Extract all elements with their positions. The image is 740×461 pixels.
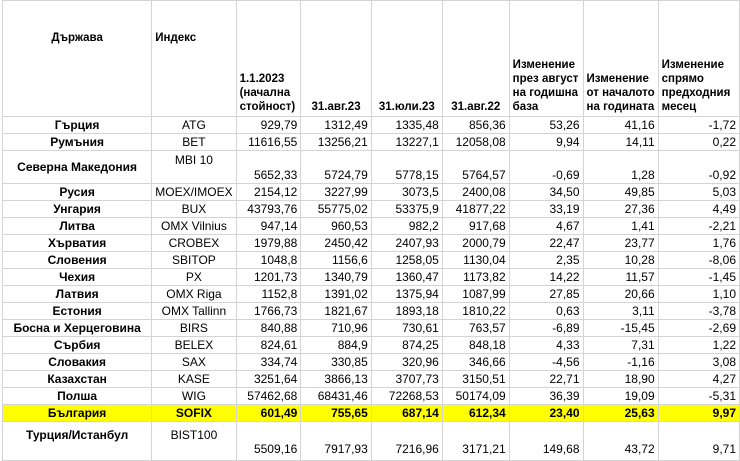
aug22-cell: 346,66	[442, 354, 509, 371]
change-month-cell: 4,27	[658, 371, 739, 388]
change-year-cell: 14,22	[509, 269, 583, 286]
header-country: Държава	[3, 1, 152, 117]
aug23-cell: 755,65	[301, 405, 371, 422]
header-change-ytd-line: от началото	[586, 87, 655, 99]
country-cell: Словения	[3, 252, 152, 269]
country-cell: Словакия	[3, 354, 152, 371]
aug22-cell: 2000,79	[442, 235, 509, 252]
aug22-cell: 763,57	[442, 320, 509, 337]
index-cell: BET	[152, 134, 236, 151]
start-value-cell: 929,79	[236, 117, 301, 134]
aug23-cell: 1340,79	[301, 269, 371, 286]
header-change-year-line: Изменение	[512, 59, 576, 71]
header-start-value	[236, 1, 301, 117]
header-jul23: 31.юли.23	[371, 1, 442, 117]
table-row	[3, 151, 740, 184]
aug22-cell: 1173,82	[442, 269, 509, 286]
aug22-cell: 2400,08	[442, 184, 509, 201]
aug22-cell: 50174,09	[442, 388, 509, 405]
jul23-cell: 1360,47	[371, 269, 442, 286]
change-ytd-cell: 1,28	[583, 151, 658, 184]
change-ytd-cell: 23,77	[583, 235, 658, 252]
change-ytd-cell: 18,90	[583, 371, 658, 388]
change-month-cell: 9,71	[658, 422, 739, 461]
aug23-cell: 55775,02	[301, 201, 371, 218]
country-cell: Полша	[3, 388, 152, 405]
aug23-cell: 5724,79	[301, 151, 371, 184]
change-year-cell: 53,26	[509, 117, 583, 134]
start-value-cell: 1766,73	[236, 303, 301, 320]
change-ytd-cell: 7,31	[583, 337, 658, 354]
change-year-cell: 27,85	[509, 286, 583, 303]
aug23-cell: 68431,46	[301, 388, 371, 405]
aug23-cell: 1312,49	[301, 117, 371, 134]
change-year-cell: 36,39	[509, 388, 583, 405]
aug23-cell: 330,85	[301, 354, 371, 371]
aug23-cell: 1821,67	[301, 303, 371, 320]
start-value-cell: 601,49	[236, 405, 301, 422]
index-cell: MOEX/IMOEX	[152, 184, 236, 201]
aug22-cell: 848,18	[442, 337, 509, 354]
country-cell: Босна и Херцеговина	[3, 320, 152, 337]
aug23-cell: 7917,93	[301, 422, 371, 461]
table-body	[3, 117, 740, 461]
table-row	[3, 320, 740, 337]
jul23-cell: 320,96	[371, 354, 442, 371]
country-cell: Турция/Истанбул	[3, 422, 152, 461]
country-cell: Северна Македония	[3, 151, 152, 184]
start-value-cell: 824,61	[236, 337, 301, 354]
change-month-cell: 4,49	[658, 201, 739, 218]
change-month-cell: -5,31	[658, 388, 739, 405]
table-row	[3, 218, 740, 235]
jul23-cell: 13227,1	[371, 134, 442, 151]
aug23-cell: 3866,13	[301, 371, 371, 388]
change-month-cell: -0,92	[658, 151, 739, 184]
change-month-cell: 0,22	[658, 134, 739, 151]
aug22-cell: 856,36	[442, 117, 509, 134]
change-ytd-cell: 20,66	[583, 286, 658, 303]
start-value-cell: 1152,8	[236, 286, 301, 303]
jul23-cell: 7216,96	[371, 422, 442, 461]
aug23-cell: 960,53	[301, 218, 371, 235]
change-month-cell: 1,10	[658, 286, 739, 303]
change-ytd-cell: -1,16	[583, 354, 658, 371]
aug22-cell: 3171,21	[442, 422, 509, 461]
header-change-month-line: Изменение	[661, 59, 724, 71]
table-row	[3, 286, 740, 303]
change-year-cell: 4,67	[509, 218, 583, 235]
aug22-cell: 5764,57	[442, 151, 509, 184]
change-month-cell: 1,22	[658, 337, 739, 354]
header-change-month-line: спрямо	[661, 73, 704, 85]
index-cell: OMX Riga	[152, 286, 236, 303]
change-year-cell: -6,89	[509, 320, 583, 337]
change-year-cell: 33,19	[509, 201, 583, 218]
start-value-cell: 1201,73	[236, 269, 301, 286]
index-cell: OMX Tallinn	[152, 303, 236, 320]
start-value-cell: 43793,76	[236, 201, 301, 218]
change-year-cell: 9,94	[509, 134, 583, 151]
aug22-cell: 1810,22	[442, 303, 509, 320]
change-year-cell: -0,69	[509, 151, 583, 184]
aug23-cell: 1391,02	[301, 286, 371, 303]
aug23-cell: 1156,6	[301, 252, 371, 269]
table-row	[3, 235, 740, 252]
index-cell: ATG	[152, 117, 236, 134]
change-year-cell: 23,40	[509, 405, 583, 422]
header-change-ytd-line: на годината	[586, 101, 655, 113]
table-row	[3, 337, 740, 354]
country-cell: Литва	[3, 218, 152, 235]
table-row	[3, 184, 740, 201]
country-cell: Хърватия	[3, 235, 152, 252]
header-change-year	[509, 1, 583, 117]
jul23-cell: 1375,94	[371, 286, 442, 303]
header-change-year-line: на годишна	[512, 87, 579, 99]
aug22-cell: 917,68	[442, 218, 509, 235]
start-value-cell: 3251,64	[236, 371, 301, 388]
header-start-line: (начална	[239, 87, 291, 99]
country-cell: Казахстан	[3, 371, 152, 388]
index-cell: KASE	[152, 371, 236, 388]
change-month-cell: -1,45	[658, 269, 739, 286]
index-cell: BELEX	[152, 337, 236, 354]
change-ytd-cell: 19,09	[583, 388, 658, 405]
change-ytd-cell: 27,36	[583, 201, 658, 218]
change-year-cell: 22,47	[509, 235, 583, 252]
jul23-cell: 53375,9	[371, 201, 442, 218]
change-ytd-cell: 41,16	[583, 117, 658, 134]
index-cell: BIRS	[152, 320, 236, 337]
jul23-cell: 1258,05	[371, 252, 442, 269]
table-row	[3, 201, 740, 218]
start-value-cell: 947,14	[236, 218, 301, 235]
aug22-cell: 3150,51	[442, 371, 509, 388]
change-year-cell: -4,56	[509, 354, 583, 371]
index-cell: PX	[152, 269, 236, 286]
index-cell: SAX	[152, 354, 236, 371]
table-row	[3, 371, 740, 388]
jul23-cell: 1893,18	[371, 303, 442, 320]
jul23-cell: 2407,93	[371, 235, 442, 252]
aug22-cell: 612,34	[442, 405, 509, 422]
country-cell: Чехия	[3, 269, 152, 286]
country-cell: Русия	[3, 184, 152, 201]
country-cell: Унгария	[3, 201, 152, 218]
jul23-cell: 982,2	[371, 218, 442, 235]
country-cell: Румъния	[3, 134, 152, 151]
change-month-cell: 9,97	[658, 405, 739, 422]
table-row	[3, 388, 740, 405]
index-cell: WIG	[152, 388, 236, 405]
index-cell: BUX	[152, 201, 236, 218]
change-month-cell: -2,21	[658, 218, 739, 235]
start-value-cell: 5652,33	[236, 151, 301, 184]
country-cell: Латвия	[3, 286, 152, 303]
aug22-cell: 1087,99	[442, 286, 509, 303]
start-value-cell: 334,74	[236, 354, 301, 371]
change-month-cell: 5,03	[658, 184, 739, 201]
change-month-cell: 1,76	[658, 235, 739, 252]
header-row	[3, 1, 740, 117]
jul23-cell: 3073,5	[371, 184, 442, 201]
table-row	[3, 269, 740, 286]
jul23-cell: 3707,73	[371, 371, 442, 388]
country-cell: Естония	[3, 303, 152, 320]
change-month-cell: -2,69	[658, 320, 739, 337]
jul23-cell: 730,61	[371, 320, 442, 337]
index-cell: MBI 10	[152, 151, 236, 184]
start-value-cell: 2154,12	[236, 184, 301, 201]
aug22-cell: 12058,08	[442, 134, 509, 151]
change-ytd-cell: 25,63	[583, 405, 658, 422]
aug23-cell: 884,9	[301, 337, 371, 354]
table-row	[3, 303, 740, 320]
change-ytd-cell: -15,45	[583, 320, 658, 337]
change-year-cell: 0,63	[509, 303, 583, 320]
index-cell: CROBEX	[152, 235, 236, 252]
aug23-cell: 2450,42	[301, 235, 371, 252]
index-cell: SOFIX	[152, 405, 236, 422]
change-ytd-cell: 1,41	[583, 218, 658, 235]
jul23-cell: 5778,15	[371, 151, 442, 184]
change-month-cell: -8,06	[658, 252, 739, 269]
country-cell: Гърция	[3, 117, 152, 134]
jul23-cell: 1335,48	[371, 117, 442, 134]
table-row	[3, 405, 740, 422]
change-year-cell: 4,33	[509, 337, 583, 354]
aug22-cell: 41877,22	[442, 201, 509, 218]
change-ytd-cell: 43,72	[583, 422, 658, 461]
change-month-cell: -3,78	[658, 303, 739, 320]
change-ytd-cell: 10,28	[583, 252, 658, 269]
index-cell: OMX Vilnius	[152, 218, 236, 235]
change-ytd-cell: 14,11	[583, 134, 658, 151]
header-start-line: стойност)	[239, 101, 296, 113]
change-year-cell: 22,71	[509, 371, 583, 388]
start-value-cell: 1979,88	[236, 235, 301, 252]
header-aug22: 31.авг.22	[442, 1, 509, 117]
change-ytd-cell: 11,57	[583, 269, 658, 286]
table-row	[3, 117, 740, 134]
change-year-cell: 149,68	[509, 422, 583, 461]
table-row	[3, 354, 740, 371]
jul23-cell: 72268,53	[371, 388, 442, 405]
header-change-ytd-line: Изменение	[586, 73, 649, 85]
header-change-month-line: месец	[661, 101, 697, 113]
change-ytd-cell: 3,11	[583, 303, 658, 320]
header-change-month-line: предходния	[661, 87, 731, 99]
header-change-month	[658, 1, 739, 117]
aug23-cell: 710,96	[301, 320, 371, 337]
jul23-cell: 687,14	[371, 405, 442, 422]
change-year-cell: 2,35	[509, 252, 583, 269]
table-row	[3, 134, 740, 151]
header-aug23: 31.авг.23	[301, 1, 371, 117]
aug23-cell: 13256,21	[301, 134, 371, 151]
start-value-cell: 11616,55	[236, 134, 301, 151]
jul23-cell: 874,25	[371, 337, 442, 354]
aug23-cell: 3227,99	[301, 184, 371, 201]
start-value-cell: 840,88	[236, 320, 301, 337]
header-change-year-line: през август	[512, 73, 579, 85]
header-start-line: 1.1.2023	[239, 73, 285, 85]
header-change-year-line: база	[512, 101, 539, 113]
change-month-cell: 3,08	[658, 354, 739, 371]
stock-index-table	[2, 0, 740, 461]
start-value-cell: 57462,68	[236, 388, 301, 405]
index-cell: BIST100	[152, 422, 236, 461]
country-cell: Сърбия	[3, 337, 152, 354]
start-value-cell: 1048,8	[236, 252, 301, 269]
country-cell: България	[3, 405, 152, 422]
table-row	[3, 422, 740, 461]
header-change-ytd	[583, 1, 658, 117]
aug22-cell: 1130,04	[442, 252, 509, 269]
start-value-cell: 5509,16	[236, 422, 301, 461]
index-cell: SBITOP	[152, 252, 236, 269]
header-index: Индекс	[152, 1, 236, 117]
change-month-cell: -1,72	[658, 117, 739, 134]
change-year-cell: 34,50	[509, 184, 583, 201]
table-row	[3, 252, 740, 269]
change-ytd-cell: 49,85	[583, 184, 658, 201]
